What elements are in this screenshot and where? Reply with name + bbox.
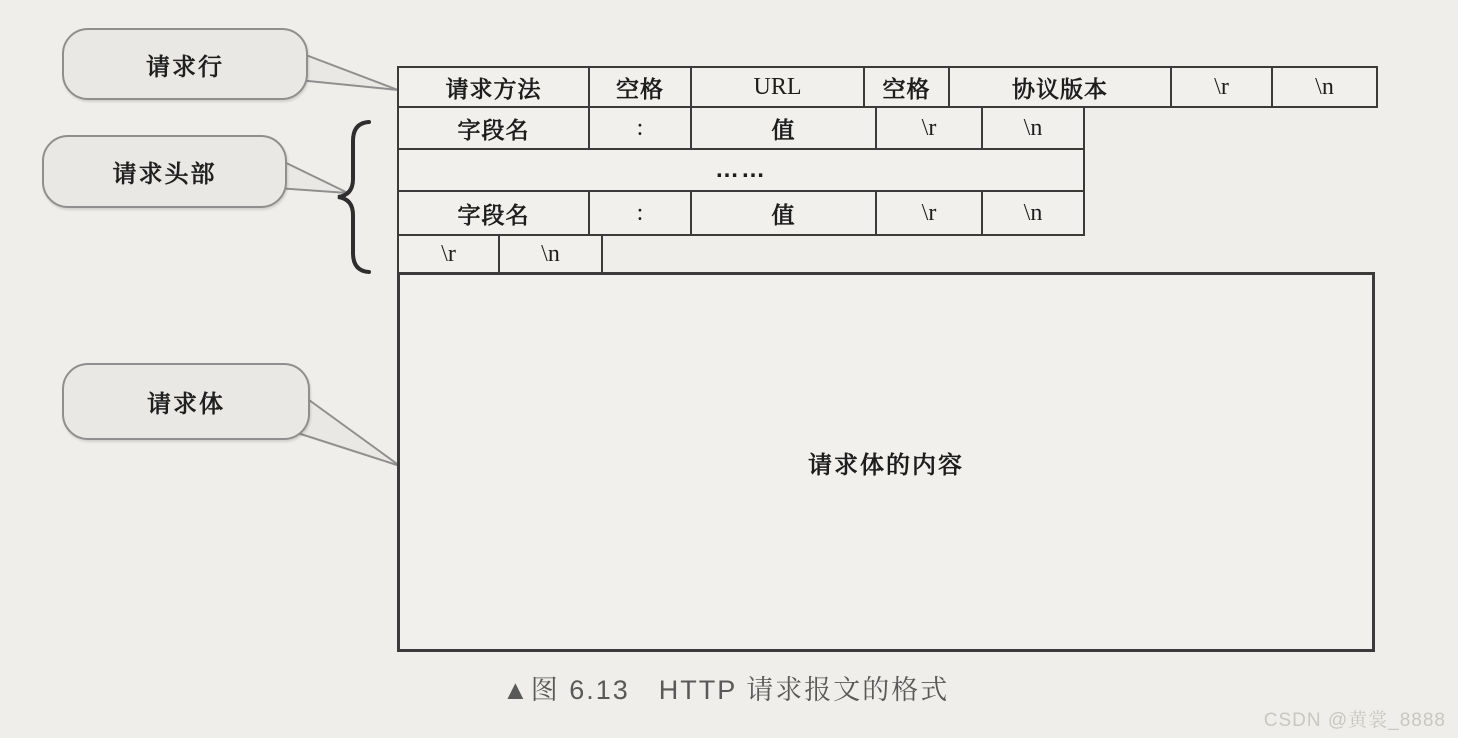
callout-request-body <box>62 363 310 440</box>
callout-request-body-label: 请求体 <box>147 391 225 418</box>
callout-request-line-label: 请求行 <box>146 53 224 81</box>
cr-cell-header-2: \r <box>877 192 983 234</box>
callout-request-headers <box>42 135 287 208</box>
ellipsis-cell: …… <box>715 156 767 183</box>
request-body-content-label: 请求体的内容 <box>808 451 964 479</box>
lf-cell-header-1: \n <box>1023 114 1043 141</box>
request-method-cell: 请求方法 <box>399 68 590 106</box>
protocol-version-cell: 协议版本 <box>950 68 1172 106</box>
url-cell: URL <box>692 68 865 106</box>
cr-cell-terminator: \r <box>399 236 500 272</box>
lf-cell-terminator: \n <box>541 240 560 267</box>
field-name-cell-1: 字段名 <box>399 108 590 148</box>
headers-group-brace <box>338 122 369 272</box>
csdn-watermark: CSDN @黄裳_8888 <box>1263 710 1446 731</box>
lf-cell-header-2: \n <box>1023 199 1043 226</box>
lf-cell-request-line: \n <box>1315 73 1334 100</box>
callout-request-headers-label: 请求头部 <box>112 161 217 188</box>
cr-cell-header-1: \r <box>877 108 983 148</box>
request-line-row <box>397 66 1378 108</box>
value-cell-1: 值 <box>692 108 877 148</box>
colon-cell-2: : <box>590 192 692 234</box>
space-cell-2: 空格 <box>865 68 950 106</box>
request-line-callout-tail <box>298 52 398 90</box>
request-body-box <box>397 272 1375 652</box>
header-field-row-2 <box>397 190 1085 236</box>
cr-cell-request-line: \r <box>1172 68 1273 106</box>
field-name-cell-2: 字段名 <box>399 192 590 234</box>
terminator-row <box>397 234 603 274</box>
colon-cell-1: : <box>590 108 692 148</box>
header-field-row-1 <box>397 106 1085 150</box>
figure-caption: ▲图 6.13 HTTP 请求报文的格式 <box>502 675 950 705</box>
space-cell-1: 空格 <box>590 68 692 106</box>
value-cell-2: 值 <box>692 192 877 234</box>
ellipsis-row <box>397 148 1085 192</box>
callout-request-line <box>62 28 308 100</box>
